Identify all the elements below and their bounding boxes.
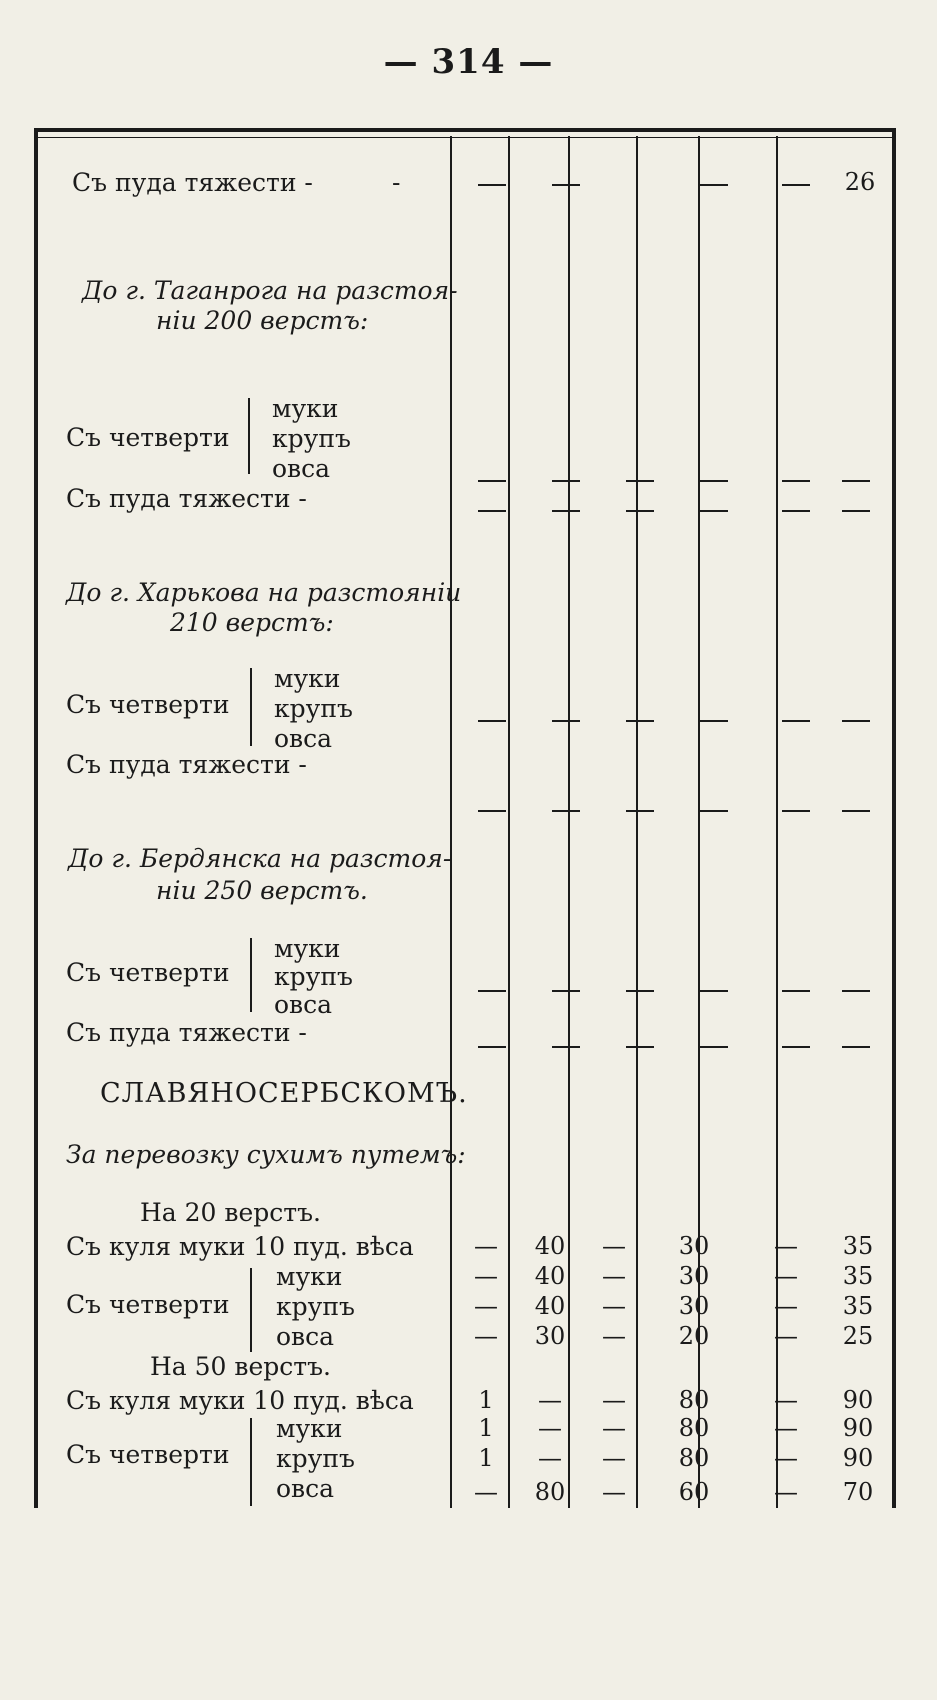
cell: —	[774, 1232, 798, 1260]
kul-label: Съ куля муки 10 пуд. вѣса	[66, 1386, 414, 1415]
cell: —	[474, 1232, 498, 1260]
cell: —	[602, 1262, 626, 1290]
cell: —	[774, 1444, 798, 1472]
cell: 60	[678, 1478, 710, 1506]
brace	[250, 1418, 258, 1506]
brace	[250, 1268, 258, 1352]
empty-cell	[478, 720, 506, 722]
item-muki: муки	[272, 394, 339, 423]
empty-cell	[626, 990, 654, 992]
cell: 30	[678, 1292, 710, 1320]
empty-cell	[478, 184, 506, 186]
puda-label: Съ пуда тяжести -	[66, 750, 307, 779]
chetverti-label: Съ четверти	[66, 423, 230, 452]
puda-label: Съ пуда тяжести -	[66, 1018, 307, 1047]
empty-cell	[626, 480, 654, 482]
empty-cell	[700, 990, 728, 992]
empty-cell	[700, 1046, 728, 1048]
empty-cell	[842, 510, 870, 512]
empty-cell	[782, 990, 810, 992]
item-ovsa: овса	[276, 1474, 335, 1503]
cell: 30	[534, 1322, 566, 1350]
empty-cell	[700, 720, 728, 722]
cell: —	[538, 1444, 562, 1472]
brace	[248, 398, 256, 474]
item-muki: муки	[274, 664, 341, 693]
cell: —	[602, 1322, 626, 1350]
empty-cell	[478, 810, 506, 812]
cell: —	[774, 1414, 798, 1442]
cell: —	[538, 1386, 562, 1414]
empty-cell	[782, 720, 810, 722]
empty-cell	[700, 184, 728, 186]
empty-cell	[700, 510, 728, 512]
empty-cell	[782, 1046, 810, 1048]
cell: —	[774, 1386, 798, 1414]
row-trailing-dash: -	[392, 168, 401, 197]
cell: —	[774, 1262, 798, 1290]
section-title-berdyansk: До г. Бердянска на разстоя-	[68, 844, 452, 873]
cell: 30	[678, 1232, 710, 1260]
cell: 80	[534, 1478, 566, 1506]
empty-cell	[478, 1046, 506, 1048]
item-krup: крупъ	[276, 1444, 355, 1473]
empty-cell	[552, 810, 580, 812]
empty-cell	[842, 1046, 870, 1048]
empty-cell	[626, 1046, 654, 1048]
empty-cell	[478, 990, 506, 992]
puda-label: Съ пуда тяжести -	[66, 484, 307, 513]
cell: 35	[842, 1292, 874, 1320]
cell: —	[474, 1292, 498, 1320]
item-muki: муки	[276, 1414, 343, 1443]
item-krup: крупъ	[272, 424, 351, 453]
empty-cell	[626, 720, 654, 722]
cell: —	[602, 1232, 626, 1260]
cell: 20	[678, 1322, 710, 1350]
empty-cell	[478, 480, 506, 482]
item-ovsa: овса	[276, 1322, 335, 1351]
cell: 1	[478, 1386, 494, 1414]
cell: 80	[678, 1386, 710, 1414]
cell: 80	[678, 1444, 710, 1472]
cell: 70	[842, 1478, 874, 1506]
empty-cell	[700, 810, 728, 812]
brace	[250, 938, 258, 1012]
cell: 1	[478, 1444, 494, 1472]
empty-cell	[842, 720, 870, 722]
cell: —	[602, 1386, 626, 1414]
item-muki: муки	[276, 1262, 343, 1291]
cell: —	[474, 1478, 498, 1506]
cell: 40	[534, 1232, 566, 1260]
brace	[250, 668, 258, 746]
cell: 90	[842, 1444, 874, 1472]
empty-cell	[700, 480, 728, 482]
cell: —	[474, 1262, 498, 1290]
empty-cell	[552, 480, 580, 482]
item-krup: крупъ	[274, 962, 353, 991]
section-title-taganrog-line2: ніи 200 верстъ:	[156, 306, 369, 335]
cell: —	[538, 1414, 562, 1442]
cell: 1	[478, 1414, 494, 1442]
cell: 90	[842, 1414, 874, 1442]
empty-cell	[478, 510, 506, 512]
page-number: — 314 —	[383, 42, 554, 82]
cell: 30	[678, 1262, 710, 1290]
cell: 40	[534, 1262, 566, 1290]
item-muki: муки	[274, 934, 341, 963]
empty-cell	[782, 510, 810, 512]
cell: —	[474, 1322, 498, 1350]
cell: —	[602, 1444, 626, 1472]
cell: 25	[842, 1322, 874, 1350]
empty-cell	[842, 990, 870, 992]
cell: —	[774, 1292, 798, 1320]
empty-cell	[552, 184, 580, 186]
empty-cell	[552, 720, 580, 722]
cell: —	[602, 1478, 626, 1506]
empty-cell	[842, 810, 870, 812]
item-ovsa: овса	[274, 990, 333, 1019]
cell: 90	[842, 1386, 874, 1414]
distance-20: На 20 верстъ.	[140, 1198, 321, 1227]
cell: —	[774, 1478, 798, 1506]
section-title-berdyansk-line2: ніи 250 верстъ.	[156, 876, 368, 905]
empty-cell	[782, 810, 810, 812]
empty-cell	[782, 480, 810, 482]
empty-cell	[626, 810, 654, 812]
section-title-kharkov: До г. Харькова на разстояніи	[66, 578, 462, 607]
cell: 35	[842, 1232, 874, 1260]
section-title-taganrog: До г. Таганрога на разстоя-	[82, 276, 458, 305]
kul-label: Съ куля муки 10 пуд. вѣса	[66, 1232, 414, 1261]
empty-cell	[782, 184, 810, 186]
empty-cell	[552, 510, 580, 512]
distance-50: На 50 верстъ.	[150, 1352, 331, 1381]
row-label-puda: Съ пуда тяжести -	[72, 168, 313, 197]
cell: —	[602, 1414, 626, 1442]
cell-value: 26	[844, 168, 876, 196]
cell: —	[774, 1322, 798, 1350]
chetverti-label: Съ четверти	[66, 1290, 230, 1319]
item-krup: крупъ	[274, 694, 353, 723]
empty-cell	[842, 480, 870, 482]
item-krup: крупъ	[276, 1292, 355, 1321]
cell: 40	[534, 1292, 566, 1320]
section-heading: СЛАВЯНОСЕРБСКОМЪ.	[100, 1078, 468, 1109]
cell: 80	[678, 1414, 710, 1442]
cell: —	[602, 1292, 626, 1320]
cell: 35	[842, 1262, 874, 1290]
section-subheading: За перевозку сухимъ путемъ:	[66, 1140, 466, 1169]
chetverti-label: Съ четверти	[66, 958, 230, 987]
empty-cell	[552, 990, 580, 992]
item-ovsa: овса	[272, 454, 331, 483]
chetverti-label: Съ четверти	[66, 1440, 230, 1469]
column-divider	[450, 136, 452, 1508]
item-ovsa: овса	[274, 724, 333, 753]
section-title-kharkov-line2: 210 верстъ:	[170, 608, 334, 637]
empty-cell	[552, 1046, 580, 1048]
empty-cell	[626, 510, 654, 512]
chetverti-label: Съ четверти	[66, 690, 230, 719]
